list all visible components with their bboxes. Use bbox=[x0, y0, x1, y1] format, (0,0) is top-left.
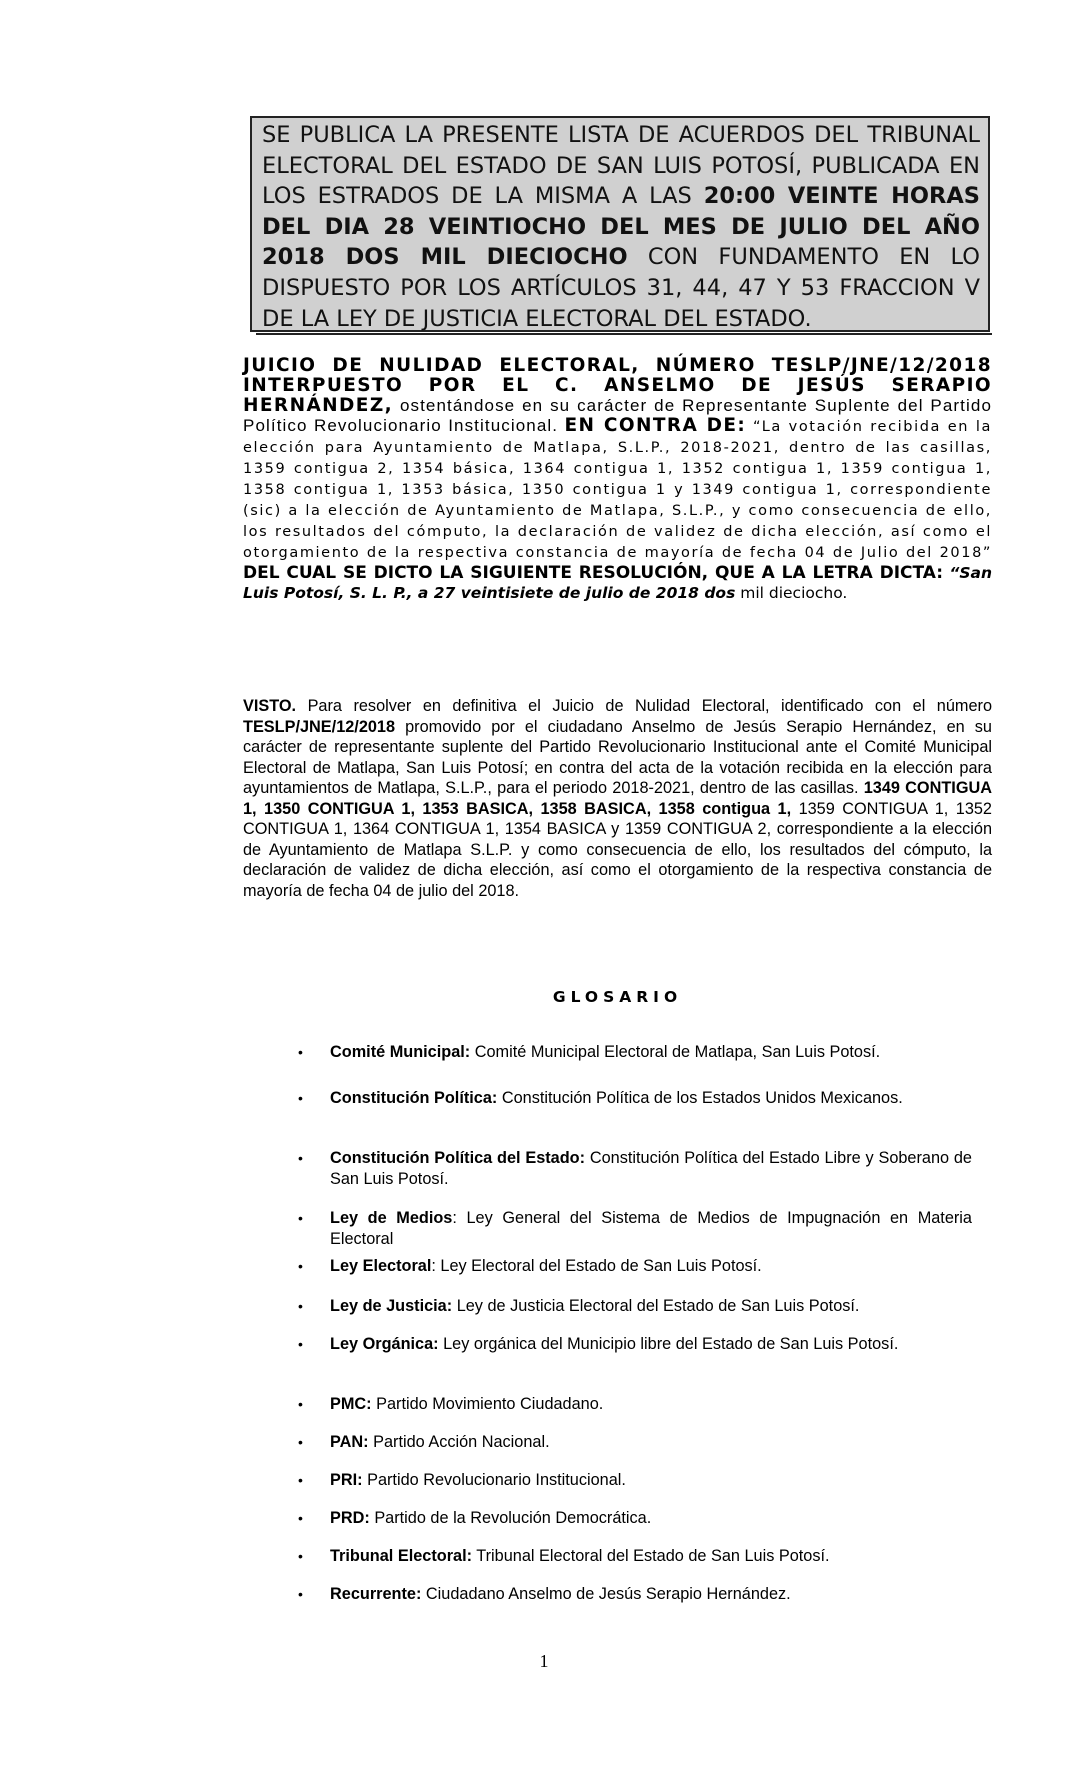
bullet-icon: • bbox=[298, 1548, 303, 1564]
case-role: ostentándose en su carácter de Representante Suplente del Partido Político Revolucionario Institucional. bbox=[243, 396, 992, 435]
glossary-term: Constitución Política: bbox=[330, 1089, 498, 1107]
glossary-item bbox=[292, 1584, 972, 1605]
glossary-item bbox=[292, 1546, 972, 1567]
visto-text-1: Para resolver en definitiva el Juicio de Nulidad Electoral, identificado con el número bbox=[296, 697, 992, 715]
bullet-icon: • bbox=[298, 1586, 303, 1602]
contra-text: “La votación recibida en la elección para Ayuntamiento de Matlapa, S.L.P., 2018-2021, dentro de las casillas, 1359 contigua 2, 1354 básica, 1364 contigua 1, 1352 contigua 1, 1359 contigua 1, 1358 contigua 1, 1353 básica, 1350 contigua 1 y 1349 contigua 1, correspondiente (sic) a la elección de Ayuntamiento de Matlapa, S.L.P., y como consecuencia de ello, los resultados del cómputo, la declaración de validez de dicha elección, así como el otorgamiento de la respectiva constancia de mayoría de fecha 04 de Julio del 2018” bbox=[243, 419, 992, 561]
glossary-item bbox=[292, 1042, 972, 1063]
glossary-term: Ley de Medios bbox=[330, 1209, 453, 1227]
glossary-title: GLOSARIO bbox=[552, 988, 683, 1006]
glossary-term: Ley de Justicia: bbox=[330, 1297, 453, 1315]
glossary-item bbox=[292, 1432, 972, 1453]
glossary-term: Recurrente: bbox=[330, 1585, 422, 1603]
case-heading: JUICIO DE NULIDAD ELECTORAL, NÚMERO TESLP/JNE/12/2018 INTERPUESTO POR EL C. ANSELMO DE JESÚS SERAPIO HERNÁNDEZ, bbox=[243, 355, 992, 416]
bullet-icon: • bbox=[298, 1258, 303, 1274]
glossary-term: Ley Orgánica: bbox=[330, 1335, 439, 1353]
bullet-icon: • bbox=[298, 1210, 303, 1226]
glossary-term: Comité Municipal: bbox=[330, 1043, 471, 1061]
glossary-item bbox=[292, 1208, 972, 1250]
case-caption bbox=[243, 356, 992, 603]
bullet-icon: • bbox=[298, 1396, 303, 1412]
visto-paragraph bbox=[243, 696, 992, 901]
visto-text-3: la votación recibida en la elección para ayuntamientos de Matlapa, S.L.P., para el periodo 2018-2021, dentro de las casillas. bbox=[243, 758, 992, 797]
glossary-item bbox=[292, 1088, 972, 1109]
bullet-icon: • bbox=[298, 1044, 303, 1060]
glossary-definition: Partido Revolucionario Institucional. bbox=[362, 1471, 626, 1489]
glossary-definition: : Ley General del Sistema de Medios de Impugnación en Materia Electoral bbox=[330, 1209, 972, 1248]
notice-text-2: CON FUNDAMENTO EN LO DISPUESTO POR LOS ARTÍCULOS 31, 44, 47 Y 53 FRACCION V DE LA LEY DE JUSTICIA ELECTORAL DEL ESTADO. bbox=[262, 244, 980, 332]
notice-text-1: SE PUBLICA LA PRESENTE LISTA DE ACUERDOS DEL TRIBUNAL ELECTORAL DEL ESTADO DE SAN LUIS POTOSÍ, PUBLICADA EN LOS ESTRADOS DE LA MISMA A LAS bbox=[262, 122, 980, 210]
bullet-icon: • bbox=[298, 1510, 303, 1526]
bullet-icon: • bbox=[298, 1434, 303, 1450]
glossary-definition: Constitución Política de los Estados Unidos Mexicanos. bbox=[497, 1089, 903, 1107]
glossary-term: Constitución Política del Estado: bbox=[330, 1149, 586, 1167]
resolution-quote: “San Luis Potosí, S. L. P., a 27 veintisiete de julio de 2018 dos bbox=[243, 564, 992, 602]
glossary-definition: Partido Acción Nacional. bbox=[368, 1433, 550, 1451]
notice-datetime: 20:00 VEINTE HORAS DEL DIA 28 VEINTIOCHO DEL MES DE JULIO DEL AÑO 2018 DOS MIL DIECIOCHO bbox=[262, 183, 980, 271]
glossary-term: PRD: bbox=[330, 1509, 370, 1527]
page-number: 1 bbox=[539, 1651, 549, 1671]
resolution-heading: DEL CUAL SE DICTO LA SIGUIENTE RESOLUCIÓN, QUE A LA LETRA DICTA: bbox=[243, 563, 944, 583]
glossary-definition: Tribunal Electoral del Estado de San Luis Potosí. bbox=[472, 1547, 830, 1565]
case-number: TESLP/JNE/12/2018 bbox=[243, 717, 396, 736]
bullet-icon: • bbox=[298, 1336, 303, 1352]
glossary-term: Ley Electoral bbox=[330, 1257, 432, 1275]
bullet-icon: • bbox=[298, 1472, 303, 1488]
glossary-definition: Ley de Justicia Electoral del Estado de San Luis Potosí. bbox=[452, 1297, 860, 1315]
casillas-list: 1349 CONTIGUA 1, 1350 CONTIGUA 1, 1353 BASICA, 1358 BASICA, 1358 contigua 1, bbox=[243, 779, 992, 818]
bullet-icon: • bbox=[298, 1298, 303, 1314]
contra-label: EN CONTRA DE: bbox=[564, 415, 747, 436]
glossary-definition: Constitución Política del Estado Libre y Soberano de San Luis Potosí. bbox=[330, 1149, 972, 1188]
glossary-item bbox=[292, 1256, 972, 1277]
glossary-item bbox=[292, 1148, 972, 1190]
glossary-item bbox=[292, 1508, 972, 1529]
glossary-definition: Ciudadano Anselmo de Jesús Serapio Hernández. bbox=[421, 1585, 791, 1603]
notice-underline bbox=[256, 333, 992, 335]
bullet-icon: • bbox=[298, 1150, 303, 1166]
glossary-definition: Ley orgánica del Municipio libre del Estado de San Luis Potosí. bbox=[438, 1335, 899, 1353]
glossary-term: Tribunal Electoral: bbox=[330, 1547, 473, 1565]
glossary-definition: Partido de la Revolución Democrática. bbox=[369, 1509, 652, 1527]
glossary-term: PMC: bbox=[330, 1395, 372, 1413]
visto-label: VISTO. bbox=[243, 697, 297, 715]
glossary-item bbox=[292, 1470, 972, 1491]
glossary-item bbox=[292, 1394, 972, 1415]
visto-text-4: 1359 CONTIGUA 1, 1352 CONTIGUA 1, 1364 CONTIGUA 1, 1354 BASICA y 1359 CONTIGUA 2, correspondiente a la elección de Ayuntamiento de Matlapa S.L.P. y como consecuencia de ello, los resultados del cómputo, la declaración de validez de dicha elección, así como el otorgamiento de la respectiva constancia de mayoría de fecha 04 de julio del 2018. bbox=[243, 799, 992, 900]
visto-text-2: promovido por el ciudadano Anselmo de Jesús Serapio Hernández, en su carácter de representante suplente del Partido Revolucionario Institucional ante el Comité Municipal Electoral de Matlapa, San Luis Potosí; en contra del acta de bbox=[243, 717, 992, 777]
glossary-definition: Partido Movimiento Ciudadano. bbox=[371, 1395, 604, 1413]
glossary-item bbox=[292, 1334, 972, 1355]
resolution-tail: mil dieciocho. bbox=[735, 584, 848, 602]
publication-notice bbox=[250, 116, 990, 332]
glossary-definition: Comité Municipal Electoral de Matlapa, San Luis Potosí. bbox=[470, 1043, 881, 1061]
glossary-item bbox=[292, 1296, 972, 1317]
glossary-term: PAN: bbox=[330, 1433, 369, 1451]
bullet-icon: • bbox=[298, 1090, 303, 1106]
glossary-definition: : Ley Electoral del Estado de San Luis Potosí. bbox=[431, 1257, 762, 1275]
glossary-term: PRI: bbox=[330, 1471, 363, 1489]
